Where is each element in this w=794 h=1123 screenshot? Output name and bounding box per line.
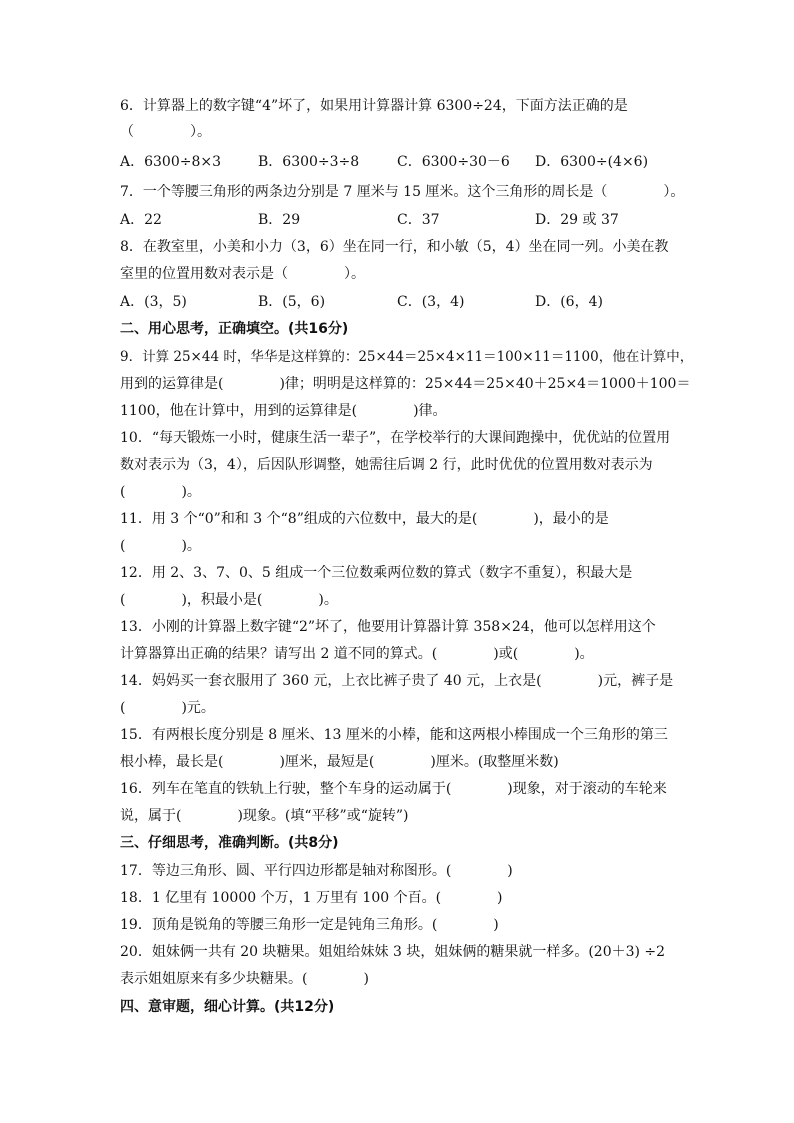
question-6-blank: （ ）。 — [120, 124, 211, 140]
question-11-text: 11．用 3 个“0”和和 3 个“8”组成的六位数中，最大的是( )，最小的是 — [120, 511, 609, 527]
option-c: C．6300÷30－6 — [397, 154, 510, 170]
question-12-text-2: ( )，积最小是( )。 — [120, 592, 338, 608]
question-9-text-2: 用到的运算律是( )律；明明是这样算的：25×44＝25×40＋25×4＝1000＋100＝ — [120, 376, 691, 392]
option-d: D．6300÷(4×6) — [535, 154, 649, 170]
question-20-text: 20．姐妹俩一共有 20 块糖果。姐姐给妹妹 3 块，姐妹俩的糖果就一样多。(20＋3) ÷2 — [120, 944, 666, 960]
option-a: A．22 — [120, 212, 162, 228]
option-d: D．(6，4) — [535, 294, 603, 310]
question-17-text: 17．等边三角形、圆、平行四边形都是轴对称图形。( ) — [120, 863, 513, 879]
question-8-text: 8．在教室里，小美和小力（3，6）坐在同一行，和小敏（5，4）坐在同一列。小美在教 — [120, 239, 669, 255]
option-b: B．(5，6) — [258, 294, 326, 310]
option-b: B．6300÷3÷8 — [258, 154, 360, 170]
question-14-text: 14．妈妈买一套衣服用了 360 元，上衣比裤子贵了 40 元，上衣是( )元，裤子是 — [120, 673, 674, 689]
question-13-text: 13．小刚的计算器上数字键“2”坏了，他要用计算器计算 358×24，他可以怎样用这个 — [120, 619, 656, 635]
question-16-text: 16．列车在笔直的铁轨上行驶，整个车身的运动属于( )现象，对于滚动的车轮来 — [120, 781, 667, 797]
section-3-heading: 三、仔细思考，准确判断。(共8分) — [120, 835, 339, 851]
question-18-text: 18．1 亿里有 10000 个万，1 万里有 100 个百。( ) — [120, 890, 503, 906]
option-d: D．29 或 37 — [535, 212, 619, 228]
question-16-text-2: 说，属于( )现象。(填“平移”或“旋转”) — [120, 808, 409, 824]
option-a: A．6300÷8×3 — [120, 154, 222, 170]
question-15-text: 15．有两根长度分别是 8 厘米、13 厘米的小棒，能和这两根小棒围成一个三角形的第三 — [120, 727, 668, 743]
question-11-text-2: ( )。 — [120, 538, 201, 554]
option-a: A．(3，5) — [120, 294, 187, 310]
question-20-text-2: 表示姐姐原来有多少块糖果。( ) — [120, 971, 369, 987]
section-2-heading: 二、用心思考，正确填空。(共16分) — [120, 321, 349, 337]
option-b: B．29 — [258, 212, 301, 228]
question-9-text-3: 1100，他在计算中，用到的运算律是( )律。 — [120, 403, 447, 419]
question-10-text-3: ( )。 — [120, 484, 201, 500]
question-12-text: 12．用 2、3、7、0、5 组成一个三位数乘两位数的算式（数字不重复），积最大是 — [120, 565, 633, 581]
option-c: C．(3，4) — [397, 294, 465, 310]
question-13-text-2: 计算器算出正确的结果？请写出 2 道不同的算式。( )或( )。 — [120, 646, 594, 662]
question-9-text: 9．计算 25×44 时，华华是这样算的：25×44＝25×4×11＝100×11＝1100，他在计算中， — [120, 349, 694, 365]
question-8-text-cont: 室里的位置用数对表示是（ ）。 — [120, 266, 365, 282]
question-6-text: 6．计算器上的数字键“4”坏了，如果用计算器计算 6300÷24，下面方法正确的是 — [120, 98, 628, 114]
question-10-text-2: 数对表示为（3，4），后因队形调整，她需往后调 2 行，此时优优的位置用数对表示为 — [120, 457, 653, 473]
question-14-text-2: ( )元。 — [120, 700, 215, 716]
section-4-heading: 四、意审题，细心计算。(共12分) — [120, 999, 335, 1015]
question-19-text: 19．顶角是锐角的等腰三角形一定是钝角三角形。( ) — [120, 917, 499, 933]
option-c: C．37 — [397, 212, 440, 228]
question-10-text: 10．“每天锻炼一小时，健康生活一辈子”，在学校举行的大课间跑操中，优优站的位置用 — [120, 430, 671, 446]
question-7-text: 7．一个等腰三角形的两条边分别是 7 厘米与 15 厘米。这个三角形的周长是（ ）。 — [120, 184, 685, 200]
question-15-text-2: 根小棒，最长是( )厘米，最短是( )厘米。(取整厘米数) — [120, 754, 559, 770]
